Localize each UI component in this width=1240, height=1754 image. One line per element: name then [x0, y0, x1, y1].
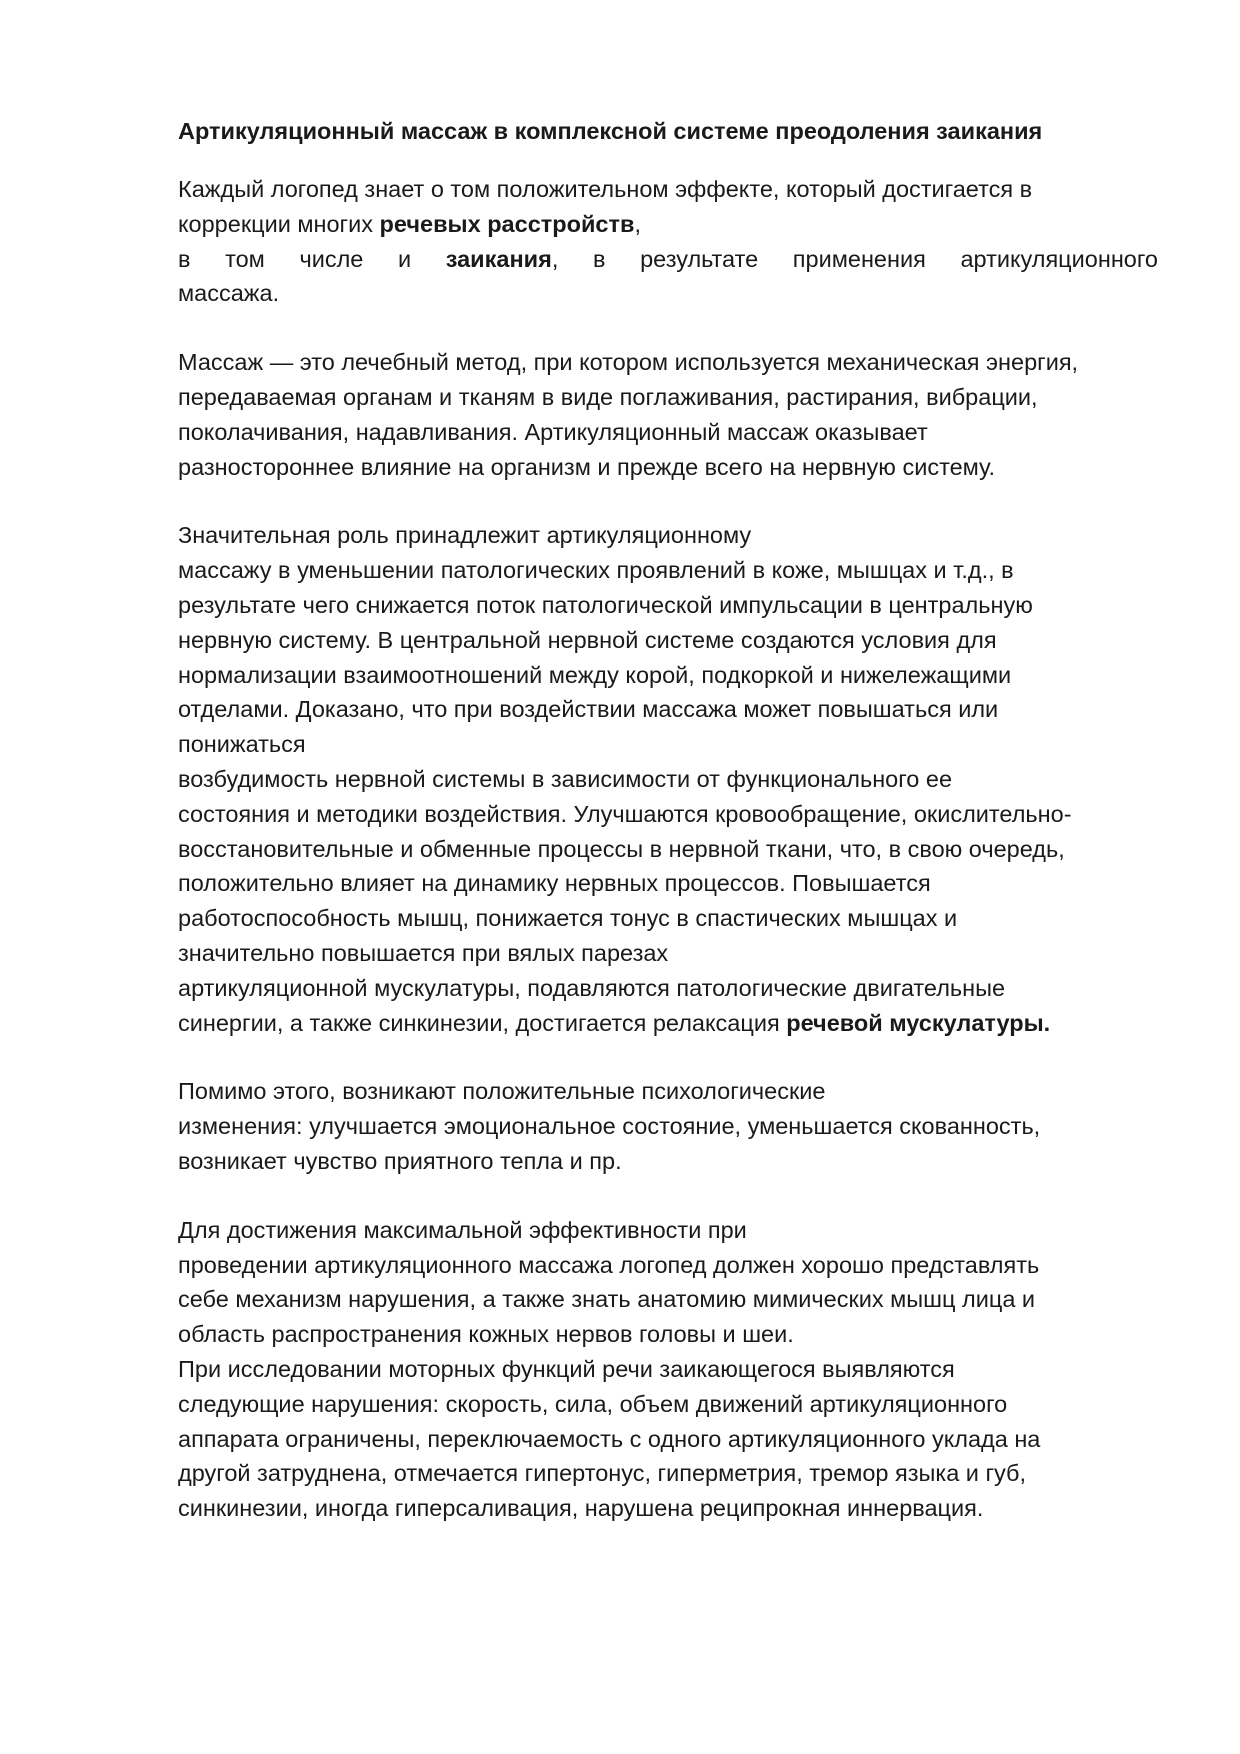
text-segment: другой затруднена, отмечается гипертонус, гиперметрия, тремор языка и губ,: [178, 1460, 1027, 1487]
paragraph: [178, 1074, 1158, 1178]
text-line: [178, 797, 1158, 832]
text-line: [178, 901, 1158, 936]
paragraph: [178, 518, 1158, 1040]
text-line: [178, 1144, 1158, 1179]
text-line: [178, 242, 1158, 277]
text-segment: синергии, а также синкинезии, достигается релаксация: [178, 1009, 787, 1036]
text-line: [178, 588, 1158, 623]
text-segment: массажу в уменьшении патологических проявлений в коже, мышцах и т.д., в: [178, 557, 1014, 584]
text-line: [178, 1352, 1158, 1387]
text-segment: значительно повышается при вялых парезах: [178, 939, 669, 966]
text-segment: ,: [634, 210, 641, 237]
text-segment: состояния и методики воздействия. Улучшаются кровообращение, окислительно-: [178, 800, 1072, 827]
text-line: [178, 1422, 1158, 1457]
text-line: [178, 623, 1158, 658]
text-line: [178, 1109, 1158, 1144]
text-segment: нервную систему. В центральной нервной системе создаются условия для: [178, 626, 997, 653]
text-line: [178, 345, 1158, 380]
text-line: [178, 450, 1158, 485]
text-segment: разностороннее влияние на организм и прежде всего на нервную систему.: [178, 453, 995, 480]
text-line: [178, 832, 1158, 867]
text-segment: возникает чувство приятного тепла и пр.: [178, 1147, 622, 1174]
text-line: [178, 658, 1158, 693]
text-line: [178, 1387, 1158, 1422]
text-segment: При исследовании моторных функций речи заикающегося выявляются: [178, 1355, 955, 1382]
text-segment: , в результате применения артикуляционного: [551, 245, 1158, 272]
text-segment: аппарата ограничены, переключаемость с одного артикуляционного уклада на: [178, 1425, 1041, 1452]
text-segment: артикуляционной мускулатуры, подавляются патологические двигательные: [178, 974, 1006, 1001]
text-segment: проведении артикуляционного массажа логопед должен хорошо представлять: [178, 1251, 1040, 1278]
text-line: [178, 1317, 1158, 1352]
text-line: [178, 1074, 1158, 1109]
text-segment: область распространения кожных нервов головы и шеи.: [178, 1321, 794, 1348]
text-segment: нормализации взаимоотношений между корой, подкоркой и нижележащими: [178, 661, 1012, 688]
text-line: [178, 727, 1158, 762]
text-segment: работоспособность мышц, понижается тонус в спастических мышцах и: [178, 905, 958, 932]
text-line: [178, 971, 1158, 1006]
text-line: [178, 866, 1158, 901]
text-line: [178, 1456, 1158, 1491]
text-segment: в том числе и: [178, 245, 446, 272]
text-line: [178, 207, 1158, 242]
text-line: [178, 553, 1158, 588]
text-segment: передаваемая органам и тканям в виде поглаживания, растирания, вибрации,: [178, 383, 1038, 410]
text-segment: Для достижения максимальной эффективности при: [178, 1216, 747, 1243]
text-segment: Помимо этого, возникают положительные психологические: [178, 1078, 826, 1105]
text-segment: изменения: улучшается эмоциональное состояние, уменьшается скованность,: [178, 1113, 1041, 1140]
text-line: [178, 415, 1158, 450]
text-line: [178, 276, 1158, 311]
text-segment: восстановительные и обменные процессы в нервной ткани, что, в свою очередь,: [178, 835, 1065, 862]
text-line: [178, 172, 1158, 207]
text-segment: коррекции многих: [178, 210, 380, 237]
paragraph: [178, 172, 1158, 311]
text-segment: Массаж — это лечебный метод, при котором используется механическая энергия,: [178, 349, 1079, 376]
text-segment: результате чего снижается поток патологической импульсации в центральную: [178, 591, 1033, 618]
text-line: [178, 380, 1158, 415]
document-body: [178, 114, 1158, 1526]
text-segment: отделами. Доказано, что при воздействии массажа может повышаться или: [178, 696, 999, 723]
text-line: [178, 762, 1158, 797]
text-segment: положительно влияет на динамику нервных процессов. Повышается: [178, 870, 931, 897]
bold-text: речевых расстройств: [379, 210, 635, 237]
text-segment: себе механизм нарушения, а также знать анатомию мимических мышц лица и: [178, 1286, 1036, 1313]
bold-text: заикания: [445, 245, 552, 272]
text-segment: Значительная роль принадлежит артикуляционному: [178, 522, 752, 549]
text-line: [178, 1491, 1158, 1526]
text-line: [178, 1213, 1158, 1248]
text-line: [178, 1248, 1158, 1283]
paragraph: [178, 1213, 1158, 1526]
paragraph: [178, 345, 1158, 484]
text-segment: синкинезии, иногда гиперсаливация, нарушена реципрокная иннервация.: [178, 1495, 984, 1522]
text-segment: следующие нарушения: скорость, сила, объем движений артикуляционного: [178, 1390, 1008, 1417]
text-line: [178, 1282, 1158, 1317]
text-segment: понижаться: [178, 731, 306, 758]
text-segment: Каждый логопед знает о том положительном эффекте, который достигается в: [178, 176, 1033, 202]
text-segment: поколачивания, надавливания. Артикуляционный массаж оказывает: [178, 418, 928, 445]
document-title: Артикуляционный массаж в комплексной системе преодоления заикания: [178, 118, 1043, 144]
text-line: [178, 936, 1158, 971]
text-line: [178, 518, 1158, 553]
text-segment: массажа.: [178, 280, 280, 307]
paragraph-list: [178, 172, 1158, 1526]
bold-text: речевой мускулатуры.: [786, 1009, 1051, 1036]
text-segment: возбудимость нервной системы в зависимости от функционального ее: [178, 765, 953, 792]
text-line: [178, 1006, 1158, 1041]
text-line: [178, 692, 1158, 727]
